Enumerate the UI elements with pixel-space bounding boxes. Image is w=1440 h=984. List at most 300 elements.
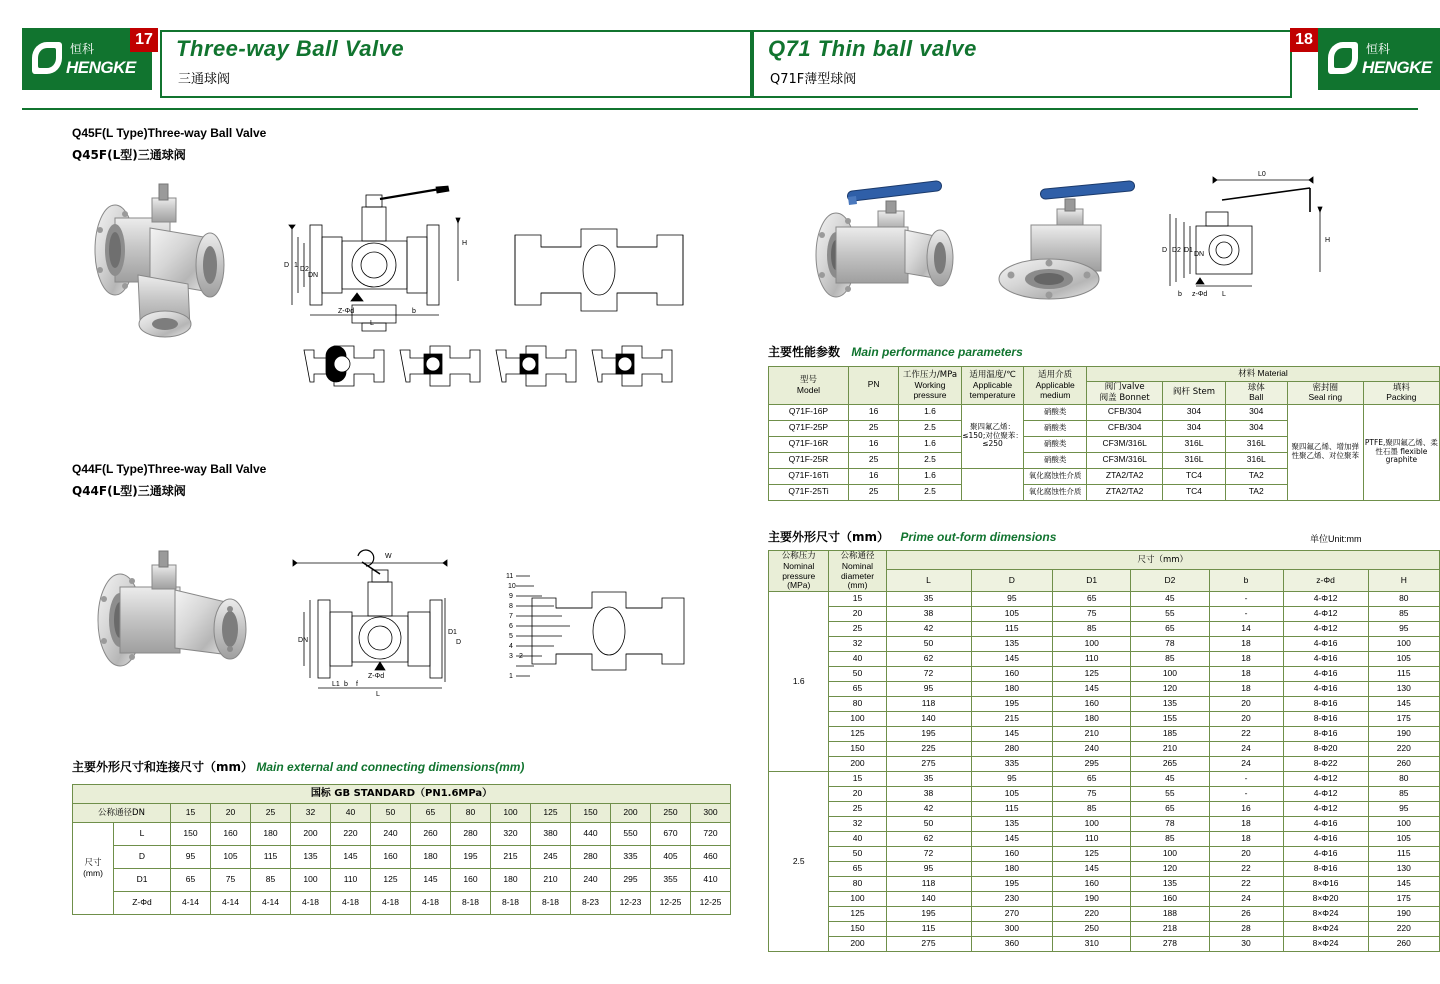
cell: 145: [1368, 697, 1439, 712]
q71f-valve-photo-2: [985, 175, 1160, 305]
temp-cell: [961, 468, 1024, 500]
ball-cell: TA2: [1225, 468, 1287, 484]
cell: 8-18: [531, 892, 571, 915]
svg-text:4: 4: [509, 643, 513, 650]
cell: 135: [971, 637, 1053, 652]
cell: 150: [829, 922, 886, 937]
dn-header: 公称通径DN: [73, 804, 171, 823]
cell: 160: [371, 846, 411, 869]
cell: 125: [371, 869, 411, 892]
cell: 95: [886, 862, 971, 877]
cell: 95: [886, 682, 971, 697]
cell: 75: [211, 869, 251, 892]
cell: 145: [971, 727, 1053, 742]
cell: 200: [291, 823, 331, 846]
cell: 85: [1368, 607, 1439, 622]
cell: 22: [1209, 727, 1283, 742]
cell: 40: [829, 832, 886, 847]
cell: 125: [829, 907, 886, 922]
page-header: [0, 0, 1440, 110]
dn-value: 25: [251, 804, 291, 823]
model-cell: Q71F-16P: [769, 404, 849, 420]
cell: 8-Φ22: [1283, 757, 1368, 772]
cell: 275: [886, 757, 971, 772]
cell: 180: [971, 862, 1053, 877]
cell: 180: [251, 823, 291, 846]
cell: 275: [886, 937, 971, 952]
col-header: b: [1209, 570, 1283, 592]
svg-text:D2: D2: [1172, 247, 1181, 254]
cell: 100: [1131, 667, 1209, 682]
cell: 16: [1209, 802, 1283, 817]
cell: 145: [1368, 877, 1439, 892]
cell: 215: [491, 846, 531, 869]
cell: 550: [611, 823, 651, 846]
svg-text:DN: DN: [308, 272, 319, 279]
stem-cell: 304: [1163, 420, 1225, 436]
dims-table-title: [768, 528, 1056, 545]
cell: 4-18: [291, 892, 331, 915]
pn-cell: 16: [848, 404, 898, 420]
table-row: [73, 869, 731, 892]
wp-cell: 1.6: [899, 468, 961, 484]
cell: 20: [1209, 712, 1283, 727]
svg-text:2: 2: [519, 653, 523, 660]
medium-header: 适用介质 Applicable medium: [1024, 367, 1087, 405]
table-row: [73, 823, 731, 846]
svg-text:L1: L1: [332, 681, 340, 688]
table-row: [769, 877, 1440, 892]
cell: 4-14: [211, 892, 251, 915]
cell: 140: [886, 892, 971, 907]
cell: 210: [1131, 742, 1209, 757]
cell: 65: [1131, 802, 1209, 817]
cell: 14: [1209, 622, 1283, 637]
cell: 115: [1368, 667, 1439, 682]
section1-title-en: Q45F(L Type)Three-way Ball Valve: [72, 126, 267, 140]
model-cell: Q71F-16Ti: [769, 468, 849, 484]
cell: 295: [1053, 757, 1131, 772]
cell: 160: [971, 847, 1053, 862]
cell: 22: [1209, 877, 1283, 892]
cell: 8-Φ20: [1283, 742, 1368, 757]
svg-text:6: 6: [509, 623, 513, 630]
cell: 200: [829, 937, 886, 952]
cell: 8-Φ16: [1283, 862, 1368, 877]
cell: 4-14: [251, 892, 291, 915]
cell: 62: [886, 832, 971, 847]
cell: 720: [691, 823, 731, 846]
q44f-valve-photo: [80, 545, 265, 700]
material-header: 材料 Material: [1086, 367, 1439, 382]
cell: 240: [371, 823, 411, 846]
cell: 175: [1368, 892, 1439, 907]
cell: 225: [886, 742, 971, 757]
cell: 18: [1209, 652, 1283, 667]
cell: 78: [1131, 637, 1209, 652]
svg-text:7: 7: [509, 613, 513, 620]
row-label: Z-Φd: [114, 892, 171, 915]
cell: 65: [171, 869, 211, 892]
logo-en-text: HENGKE: [1362, 58, 1432, 77]
cell: 440: [571, 823, 611, 846]
model-header: 型号 Model: [769, 367, 849, 405]
cell: 24: [1209, 757, 1283, 772]
ball-cell: TA2: [1225, 484, 1287, 500]
packing-cell: PTFE,聚四氟乙烯、柔性石墨 flexible graphite: [1363, 404, 1439, 500]
cell: 65: [829, 862, 886, 877]
col-header: H: [1368, 570, 1439, 592]
cell: 32: [829, 637, 886, 652]
cell: 4-14: [171, 892, 211, 915]
cell: 410: [691, 869, 731, 892]
cell: 295: [611, 869, 651, 892]
page-number-right: 18: [1290, 28, 1318, 52]
cell: 230: [971, 892, 1053, 907]
cell: 80: [829, 877, 886, 892]
cell: 115: [886, 922, 971, 937]
cell: 20: [1209, 847, 1283, 862]
cell: 145: [1053, 682, 1131, 697]
cell: 180: [411, 846, 451, 869]
cell: 335: [971, 757, 1053, 772]
cell: 155: [1131, 712, 1209, 727]
title-bar-left: [160, 30, 752, 98]
cell: 105: [971, 607, 1053, 622]
cell: 100: [1368, 637, 1439, 652]
svg-text:3: 3: [509, 653, 513, 660]
cell: 160: [451, 869, 491, 892]
cell: 80: [1368, 772, 1439, 787]
svg-text:H: H: [462, 240, 468, 247]
cell: 100: [291, 869, 331, 892]
cell: 210: [1053, 727, 1131, 742]
svg-text:D2: D2: [300, 266, 309, 273]
table-row: [769, 592, 1440, 607]
cell: 260: [1368, 757, 1439, 772]
cell: 200: [829, 757, 886, 772]
dims-title-en: Prime out-form dimensions: [900, 530, 1057, 544]
svg-text:8: 8: [509, 603, 513, 610]
dn-value: 125: [531, 804, 571, 823]
left-table-title-cn: 主要外形尺寸和连接尺寸（mm）: [72, 760, 254, 774]
q45f-line-drawing-side: [505, 215, 700, 325]
table-row: [769, 607, 1440, 622]
table-row: [769, 637, 1440, 652]
cell: 85: [1053, 622, 1131, 637]
cell: 15: [829, 772, 886, 787]
cell: 265: [1131, 757, 1209, 772]
cell: 190: [1368, 727, 1439, 742]
stem-header: 阀杆 Stem: [1163, 382, 1225, 405]
cell: 220: [331, 823, 371, 846]
cell: -: [1209, 787, 1283, 802]
cell: 115: [1368, 847, 1439, 862]
dims-title-cn: 主要外形尺寸（mm）: [768, 530, 890, 544]
cell: 95: [1368, 622, 1439, 637]
q71f-valve-photo-1: [800, 175, 990, 305]
cell: 85: [1053, 802, 1131, 817]
table-row: [769, 937, 1440, 952]
model-cell: Q71F-25Ti: [769, 484, 849, 500]
svg-text:5: 5: [509, 633, 513, 640]
cell: 18: [1209, 667, 1283, 682]
svg-text:Z-Φd: Z-Φd: [368, 673, 385, 680]
cell: 115: [251, 846, 291, 869]
cell: 4-Φ16: [1283, 652, 1368, 667]
cell: 42: [886, 802, 971, 817]
medium-cell: 硝酸类: [1024, 452, 1087, 468]
cell: 145: [971, 652, 1053, 667]
cell: 120: [1131, 862, 1209, 877]
cell: 180: [491, 869, 531, 892]
cell: 85: [1131, 652, 1209, 667]
temp-header: 适用温度/℃ Applicable temperature: [961, 367, 1024, 405]
prime-dimensions-table: [768, 550, 1440, 952]
cell: 35: [886, 772, 971, 787]
cell: 118: [886, 697, 971, 712]
cell: 40: [829, 652, 886, 667]
table-row: [769, 787, 1440, 802]
logo-right: [1318, 28, 1440, 90]
nominal-diameter-header: 公称通径 Nominal diameter (mm): [829, 551, 886, 592]
cell: 8-23: [571, 892, 611, 915]
cell: 110: [1053, 832, 1131, 847]
bonnet-cell: ZTA2/TA2: [1086, 484, 1162, 500]
left-title-en: Three-way Ball Valve: [176, 36, 405, 61]
cell: 72: [886, 667, 971, 682]
section2-title-cn: Q44F(L型)三通球阀: [72, 484, 186, 498]
leaf-icon: [1326, 38, 1362, 78]
cell: 188: [1131, 907, 1209, 922]
cell: 22: [1209, 862, 1283, 877]
bonnet-header: 阀门valve 阀盖 Bonnet: [1086, 382, 1162, 405]
cell: 125: [1053, 847, 1131, 862]
cell: 4-Φ16: [1283, 667, 1368, 682]
table-row: [769, 892, 1440, 907]
cell: 55: [1131, 787, 1209, 802]
logo-cn-text: 恒科: [70, 42, 95, 56]
cell: 160: [971, 667, 1053, 682]
svg-text:9: 9: [509, 593, 513, 600]
temp-cell: 聚四氟乙烯：≤150;对位聚苯：≤250: [961, 404, 1024, 468]
q45f-line-drawing-front: [262, 185, 482, 335]
cell: 25: [829, 622, 886, 637]
ball-cell: 304: [1225, 420, 1287, 436]
cell: -: [1209, 772, 1283, 787]
pn-cell: 25: [848, 484, 898, 500]
cell: 85: [1131, 832, 1209, 847]
svg-text:L: L: [370, 320, 374, 327]
cell: 35: [886, 592, 971, 607]
table-row: [769, 907, 1440, 922]
cell: 4-Φ16: [1283, 637, 1368, 652]
cell: 100: [1131, 847, 1209, 862]
cell: 110: [331, 869, 371, 892]
cell: 4-18: [411, 892, 451, 915]
cell: 100: [1053, 637, 1131, 652]
cell: 95: [171, 846, 211, 869]
svg-text:b: b: [344, 681, 348, 688]
stem-cell: 304: [1163, 404, 1225, 420]
table-row: [769, 652, 1440, 667]
dims-unit-label: 单位Unit:mm: [1310, 534, 1362, 544]
cell: 160: [1131, 892, 1209, 907]
svg-text:D1: D1: [1184, 247, 1193, 254]
cell: 8-18: [491, 892, 531, 915]
cell: 4-Φ12: [1283, 622, 1368, 637]
cell: 95: [1368, 802, 1439, 817]
cell: 280: [571, 846, 611, 869]
cell: 4-Φ16: [1283, 847, 1368, 862]
cell: 4-Φ12: [1283, 772, 1368, 787]
svg-text:Z-Φd: Z-Φd: [338, 308, 355, 315]
cell: 8×Φ24: [1283, 907, 1368, 922]
cell: 135: [1131, 697, 1209, 712]
cell: 220: [1053, 907, 1131, 922]
cell: 8-18: [451, 892, 491, 915]
cell: 95: [971, 592, 1053, 607]
cell: 460: [691, 846, 731, 869]
svg-text:DN: DN: [1194, 251, 1205, 258]
logo-cn-text: 恒科: [1366, 42, 1391, 56]
perf-table-title: [768, 343, 1023, 360]
table-row: [769, 847, 1440, 862]
medium-cell: 氧化腐蚀性介质: [1024, 484, 1087, 500]
cell: 185: [1131, 727, 1209, 742]
wp-cell: 1.6: [899, 436, 961, 452]
svg-text:H: H: [1325, 237, 1331, 244]
seal-cell: 聚四氟乙烯、增加弹性聚乙烯、对位聚苯: [1287, 404, 1363, 500]
cell: 280: [451, 823, 491, 846]
seal-header: 密封圈 Seal ring: [1287, 382, 1363, 405]
medium-cell: 硝酸类: [1024, 436, 1087, 452]
cell: 250: [1053, 922, 1131, 937]
bonnet-cell: ZTA2/TA2: [1086, 468, 1162, 484]
cell: 78: [1131, 817, 1209, 832]
svg-text:D: D: [456, 639, 462, 646]
cell: 85: [251, 869, 291, 892]
cell: 4-Φ16: [1283, 817, 1368, 832]
bonnet-cell: CF3M/316L: [1086, 436, 1162, 452]
cell: 12-23: [611, 892, 651, 915]
left-title-cn: 三通球阀: [178, 72, 231, 87]
table-row: [769, 742, 1440, 757]
cell: 85: [1368, 787, 1439, 802]
q45f-port-diagrams: [300, 342, 700, 390]
cell: 4-18: [331, 892, 371, 915]
cell: 80: [1368, 592, 1439, 607]
cell: 260: [1368, 937, 1439, 952]
cell: 160: [1053, 697, 1131, 712]
dn-value: 40: [331, 804, 371, 823]
row-label: D1: [114, 869, 171, 892]
cell: 8-Φ16: [1283, 712, 1368, 727]
cell: 50: [829, 847, 886, 862]
cell: 12-25: [691, 892, 731, 915]
table-row: [769, 772, 1440, 787]
left-dimensions-table: [72, 784, 731, 915]
pn-cell: 25: [848, 452, 898, 468]
performance-parameters-table: [768, 366, 1440, 501]
cell: 195: [971, 877, 1053, 892]
cell: 28: [1209, 922, 1283, 937]
cell: 218: [1131, 922, 1209, 937]
cell: 380: [531, 823, 571, 846]
ball-cell: 316L: [1225, 452, 1287, 468]
cell: 100: [829, 892, 886, 907]
cell: 75: [1053, 607, 1131, 622]
cell: 115: [971, 802, 1053, 817]
dn-value: 65: [411, 804, 451, 823]
standard-header: 国标 GB STANDARD（PN1.6MPa）: [73, 785, 731, 804]
cell: 240: [571, 869, 611, 892]
cell: 310: [1053, 937, 1131, 952]
dn-value: 32: [291, 804, 331, 823]
cell: 360: [971, 937, 1053, 952]
medium-cell: 硝酸类: [1024, 420, 1087, 436]
cell: 100: [829, 712, 886, 727]
cell: 8-Φ16: [1283, 697, 1368, 712]
row-label: D: [114, 846, 171, 869]
cell: 245: [531, 846, 571, 869]
table-row: [73, 846, 731, 869]
table-row: [769, 404, 1440, 420]
table-row: [769, 667, 1440, 682]
svg-text:L: L: [376, 691, 380, 698]
cell: 15: [829, 592, 886, 607]
cell: 135: [971, 817, 1053, 832]
svg-text:D1: D1: [448, 629, 457, 636]
cell: 4-Φ12: [1283, 607, 1368, 622]
cell: 240: [1053, 742, 1131, 757]
dn-value: 20: [211, 804, 251, 823]
cell: 125: [829, 727, 886, 742]
cell: 100: [1368, 817, 1439, 832]
cell: 65: [1053, 772, 1131, 787]
right-title-en: Q71 Thin ball valve: [768, 36, 977, 61]
cell: 20: [829, 787, 886, 802]
cell: 8×Φ16: [1283, 877, 1368, 892]
cell: 160: [1053, 877, 1131, 892]
logo-en-text: HENGKE: [66, 58, 136, 77]
cell: 220: [1368, 742, 1439, 757]
cell: -: [1209, 592, 1283, 607]
stem-cell: TC4: [1163, 484, 1225, 500]
dn-value: 150: [571, 804, 611, 823]
table-row: [769, 802, 1440, 817]
col-header: z-Φd: [1283, 570, 1368, 592]
table-row: [769, 922, 1440, 937]
row-label: L: [114, 823, 171, 846]
cell: 8×Φ24: [1283, 937, 1368, 952]
header-divider: [22, 108, 1418, 110]
cell: 190: [1368, 907, 1439, 922]
cell: 280: [971, 742, 1053, 757]
q45f-valve-photo: [80, 180, 260, 340]
pn-cell: 16: [848, 468, 898, 484]
svg-text:L0: L0: [1258, 171, 1266, 178]
bonnet-cell: CFB/304: [1086, 404, 1162, 420]
ball-cell: 316L: [1225, 436, 1287, 452]
cell: 320: [491, 823, 531, 846]
cell: 110: [1053, 652, 1131, 667]
cell: 8×Φ20: [1283, 892, 1368, 907]
cell: 100: [1053, 817, 1131, 832]
cell: 4-Φ16: [1283, 682, 1368, 697]
cell: 38: [886, 607, 971, 622]
cell: 145: [971, 832, 1053, 847]
